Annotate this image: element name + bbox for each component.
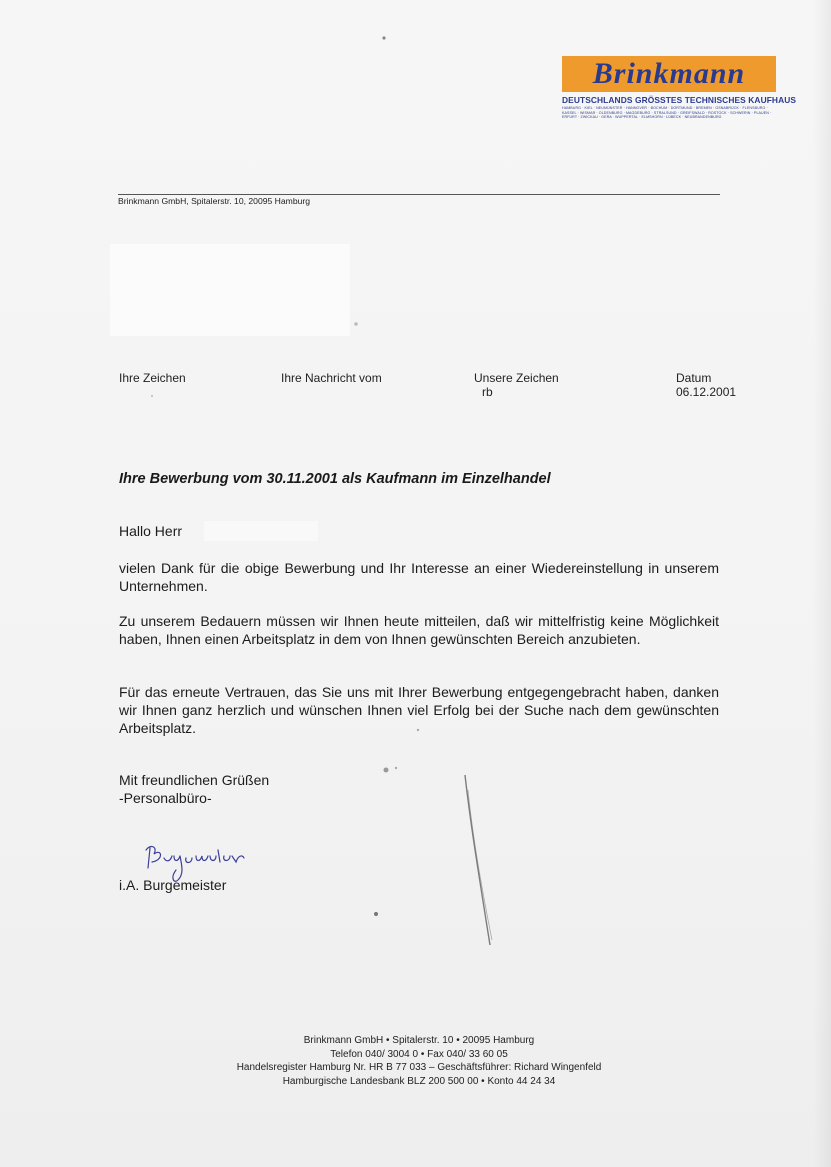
closing-department: -Personalbüro-	[119, 790, 212, 806]
footer-line-address: Brinkmann GmbH • Spitalerstr. 10 • 20095 Hamburg	[303, 1035, 535, 1046]
logo-city-list: HAMBURG · KIEL · NEUMÜNSTER · HANNOVER · BOCHUM · DORTMUND · BREMEN · OSNABRÜCK · FLENSBURG · KASSEL · WISMAR · OLDENBURG · MAGDEBURG · STRALSUND · GREIFSWALD · ROSTOCK · SCHWERIN · PLAUEN · ERFURT · ZWICKAU · GERA · WUPPERTAL · ELMSHORN · LÜBECK · NEUBRANDENBURG	[562, 106, 772, 120]
ref-unsere-zeichen-value: rb	[482, 385, 493, 399]
closing	[119, 771, 269, 807]
footer-line-register: Handelsregister Hamburg Nr. HR B 77 033 – Geschäftsführer: Richard Wingenfeld	[236, 1062, 602, 1073]
ref-ihre-nachricht-label: Ihre Nachricht vom	[281, 371, 382, 385]
logo-banner: Brinkmann	[562, 56, 776, 92]
sender-divider	[118, 194, 720, 195]
body-paragraph-3: Für das erneute Vertrauen, das Sie uns mit Ihrer Bewerbung entgegengebracht haben, danken wir Ihnen ganz herzlich und wünschen Ihnen viel Erfolg bei der Suche nach dem gewünschten Arbeitsplatz.	[119, 684, 719, 736]
signer-name: i.A. Burgemeister	[119, 877, 227, 893]
ref-datum-value: 06.12.2001	[676, 385, 737, 399]
ref-ihre-zeichen-label: Ihre Zeichen	[119, 371, 186, 385]
logo-slogan: DEUTSCHLANDS GRÖSSTES TECHNISCHES KAUFHAUS	[562, 95, 797, 105]
recipient-address-redacted	[110, 244, 350, 336]
body-paragraph-1: vielen Dank für die obige Bewerbung und Ihr Interesse an einer Wiedereinstellung in unserem Unternehmen.	[119, 560, 719, 594]
greeting: Hallo Herr	[119, 523, 183, 539]
letter-subject: Ihre Bewerbung vom 30.11.2001 als Kaufmann im Einzelhandel	[119, 471, 551, 487]
footer-line-bank: Hamburgische Landesbank BLZ 200 500 00 • Konto 44 24 34	[282, 1075, 556, 1087]
footer-line-contact: Telefon 040/ 3004 0 • Fax 040/ 33 60 05	[330, 1048, 508, 1060]
letter-footer	[180, 1034, 658, 1088]
closing-salutation: Mit freundlichen Grüßen	[119, 772, 270, 788]
ref-datum-label: Datum	[676, 371, 712, 385]
ref-unsere-zeichen-label: Unsere Zeichen	[474, 371, 559, 385]
recipient-name-redacted	[204, 521, 318, 541]
sender-address: Brinkmann GmbH, Spitalerstr. 10, 20095 Hamburg	[118, 196, 311, 206]
company-logo	[562, 56, 797, 120]
body-paragraph-2: Zu unserem Bedauern müssen wir Ihnen heute mitteilen, daß wir mittelfristig keine Möglichkeit haben, Ihnen einen Arbeitsplatz in dem von Ihnen gewünschten Bereich anzubieten.	[119, 613, 719, 647]
